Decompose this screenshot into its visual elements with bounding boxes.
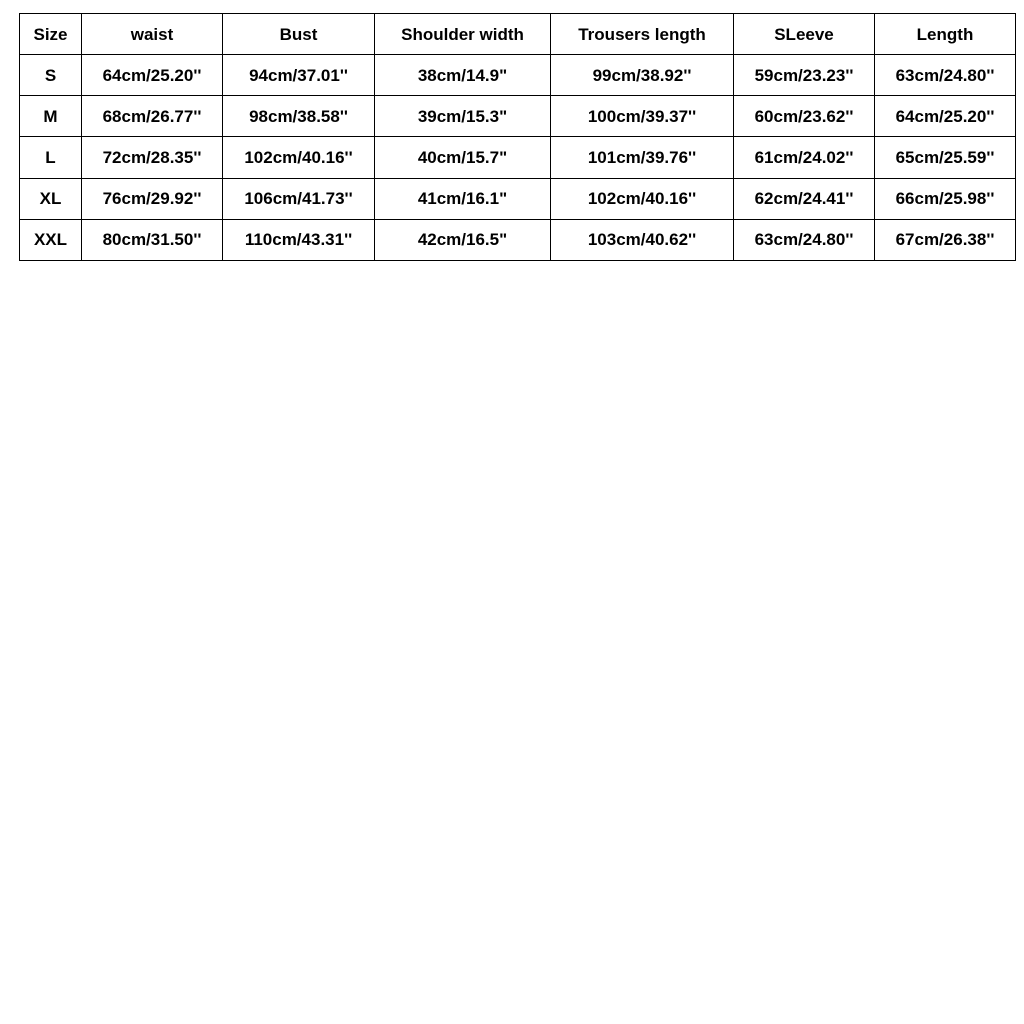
sleeve-cell: 61cm/24.02'' bbox=[734, 137, 875, 178]
bust-cell: 110cm/43.31'' bbox=[223, 219, 375, 260]
waist-cell: 64cm/25.20'' bbox=[82, 55, 223, 96]
size-chart-table bbox=[19, 13, 1016, 261]
length-cell: 63cm/24.80'' bbox=[875, 55, 1016, 96]
bust-cell: 94cm/37.01'' bbox=[223, 55, 375, 96]
waist-cell: 72cm/28.35'' bbox=[82, 137, 223, 178]
length-cell: 65cm/25.59'' bbox=[875, 137, 1016, 178]
header-length: Length bbox=[875, 14, 1016, 55]
header-trousers-length: Trousers length bbox=[551, 14, 734, 55]
length-cell: 67cm/26.38'' bbox=[875, 219, 1016, 260]
sleeve-cell: 62cm/24.41'' bbox=[734, 178, 875, 219]
size-cell: XXL bbox=[20, 219, 82, 260]
length-cell: 64cm/25.20'' bbox=[875, 96, 1016, 137]
header-row bbox=[20, 14, 1016, 55]
bust-cell: 102cm/40.16'' bbox=[223, 137, 375, 178]
sleeve-cell: 59cm/23.23'' bbox=[734, 55, 875, 96]
trousers-length-cell: 102cm/40.16'' bbox=[551, 178, 734, 219]
table-row bbox=[20, 55, 1016, 96]
waist-cell: 68cm/26.77'' bbox=[82, 96, 223, 137]
table-row bbox=[20, 96, 1016, 137]
shoulder-width-cell: 41cm/16.1" bbox=[375, 178, 551, 219]
bust-cell: 106cm/41.73'' bbox=[223, 178, 375, 219]
shoulder-width-cell: 38cm/14.9" bbox=[375, 55, 551, 96]
table-row bbox=[20, 178, 1016, 219]
size-cell: M bbox=[20, 96, 82, 137]
table-row bbox=[20, 219, 1016, 260]
header-waist: waist bbox=[82, 14, 223, 55]
header-size: Size bbox=[20, 14, 82, 55]
header-shoulder-width: Shoulder width bbox=[375, 14, 551, 55]
size-cell: L bbox=[20, 137, 82, 178]
header-sleeve: SLeeve bbox=[734, 14, 875, 55]
length-cell: 66cm/25.98'' bbox=[875, 178, 1016, 219]
trousers-length-cell: 100cm/39.37'' bbox=[551, 96, 734, 137]
sleeve-cell: 60cm/23.62'' bbox=[734, 96, 875, 137]
waist-cell: 76cm/29.92'' bbox=[82, 178, 223, 219]
table-row bbox=[20, 137, 1016, 178]
waist-cell: 80cm/31.50'' bbox=[82, 219, 223, 260]
sleeve-cell: 63cm/24.80'' bbox=[734, 219, 875, 260]
size-cell: S bbox=[20, 55, 82, 96]
trousers-length-cell: 99cm/38.92'' bbox=[551, 55, 734, 96]
shoulder-width-cell: 39cm/15.3" bbox=[375, 96, 551, 137]
shoulder-width-cell: 42cm/16.5" bbox=[375, 219, 551, 260]
header-bust: Bust bbox=[223, 14, 375, 55]
bust-cell: 98cm/38.58'' bbox=[223, 96, 375, 137]
shoulder-width-cell: 40cm/15.7" bbox=[375, 137, 551, 178]
size-cell: XL bbox=[20, 178, 82, 219]
trousers-length-cell: 101cm/39.76'' bbox=[551, 137, 734, 178]
trousers-length-cell: 103cm/40.62'' bbox=[551, 219, 734, 260]
